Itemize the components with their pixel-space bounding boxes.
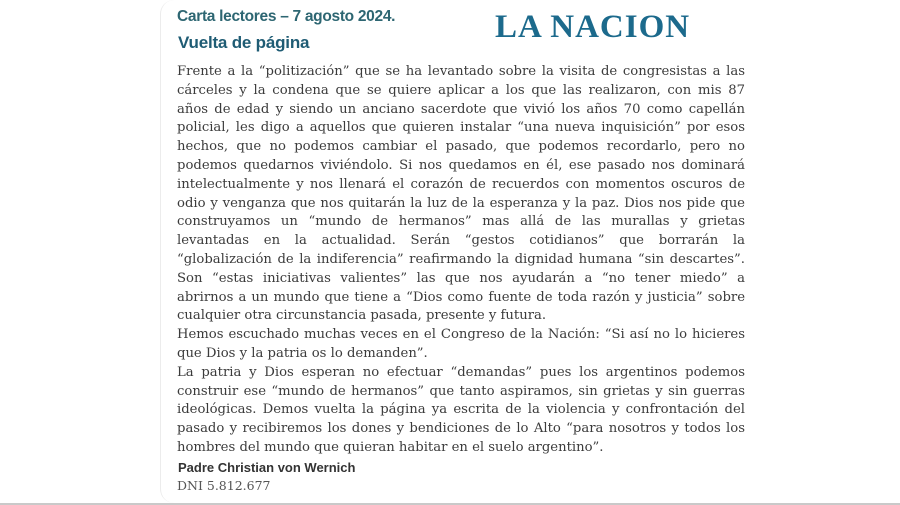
newspaper-masthead: LA NACION xyxy=(495,9,691,45)
body-line: intelectualmente y nos llenará el corazón de recuerdos con momentos oscuros de xyxy=(177,176,745,192)
body-line: construyamos un “mundo de hermanos” mas allá de las murallas y grietas xyxy=(177,214,745,230)
body-line: levantadas en la actualidad. Serán “gestos cotidianos” que borrarán la xyxy=(177,233,745,249)
body-line: Hemos escuchado muchas veces en el Congreso de la Nación: “Si así no lo hicieres xyxy=(177,327,745,343)
body-line: cárceles y la condena que se quiere aplicar a los que las realizaron, con mis 87 xyxy=(177,82,745,98)
body-line: hombres del mundo que quieran habitar en el suelo argentino”. xyxy=(177,439,604,455)
letter-card xyxy=(160,0,760,503)
body-line: pasado y recibiremos los dones y bendiciones de lo Alto “para nosotros y todos los xyxy=(177,421,745,437)
body-line: construir ese “mundo de hermanos” que tanto aspiramos, sin grietas y sin guerras xyxy=(177,383,745,399)
body-line: Frente a la “politización” que se ha levantado sobre la visita de congresistas a las xyxy=(177,64,745,79)
body-line: policial, les digo a aquellos que quieren instalar “una nueva inquisición” por esos xyxy=(177,120,745,136)
body-line: “globalización de la indiferencia” reafirmando la dignidad humana “sin descartes”. xyxy=(177,251,745,267)
section-kicker: Carta lectores – 7 agosto 2024. xyxy=(177,8,396,25)
letter-headline: Vuelta de página xyxy=(178,33,310,52)
body-line: años de edad y siendo un anciano sacerdote que vivió los años 70 como capellán xyxy=(177,101,745,117)
body-line: ideológicas. Demos vuelta la página ya escrita de la violencia y confrontación del xyxy=(177,402,745,418)
body-line: que Dios y la patria os lo demanden”. xyxy=(177,345,428,361)
body-line: abrirnos a un mundo que tiene a “Dios como fuente de toda razón y justicia” sobre xyxy=(177,289,745,305)
body-line: hechos, que no podemos cambiar el pasado, que podemos recordarlo, pero no xyxy=(177,139,745,155)
body-line: podemos quedarnos viviéndolo. Si nos quedamos en él, ese pasado nos dominará xyxy=(177,157,745,173)
letter-body xyxy=(177,63,745,458)
letter-header xyxy=(161,0,760,60)
author-signature: Padre Christian von Wernich xyxy=(178,460,356,475)
body-line: cualquier otra circunstancia pasada, presente y futura. xyxy=(177,308,547,324)
body-line: La patria y Dios esperan no efectuar “demandas” pues los argentinos podemos xyxy=(177,364,745,380)
body-line: Son “estas iniciativas valientes” las que nos ayudarán a “no tener miedo” a xyxy=(177,270,745,286)
body-line: odio y venganza que nos quitarán la luz de la esperanza y la paz. Dios nos pide que xyxy=(177,195,745,211)
author-dni: DNI 5.812.677 xyxy=(177,478,271,493)
